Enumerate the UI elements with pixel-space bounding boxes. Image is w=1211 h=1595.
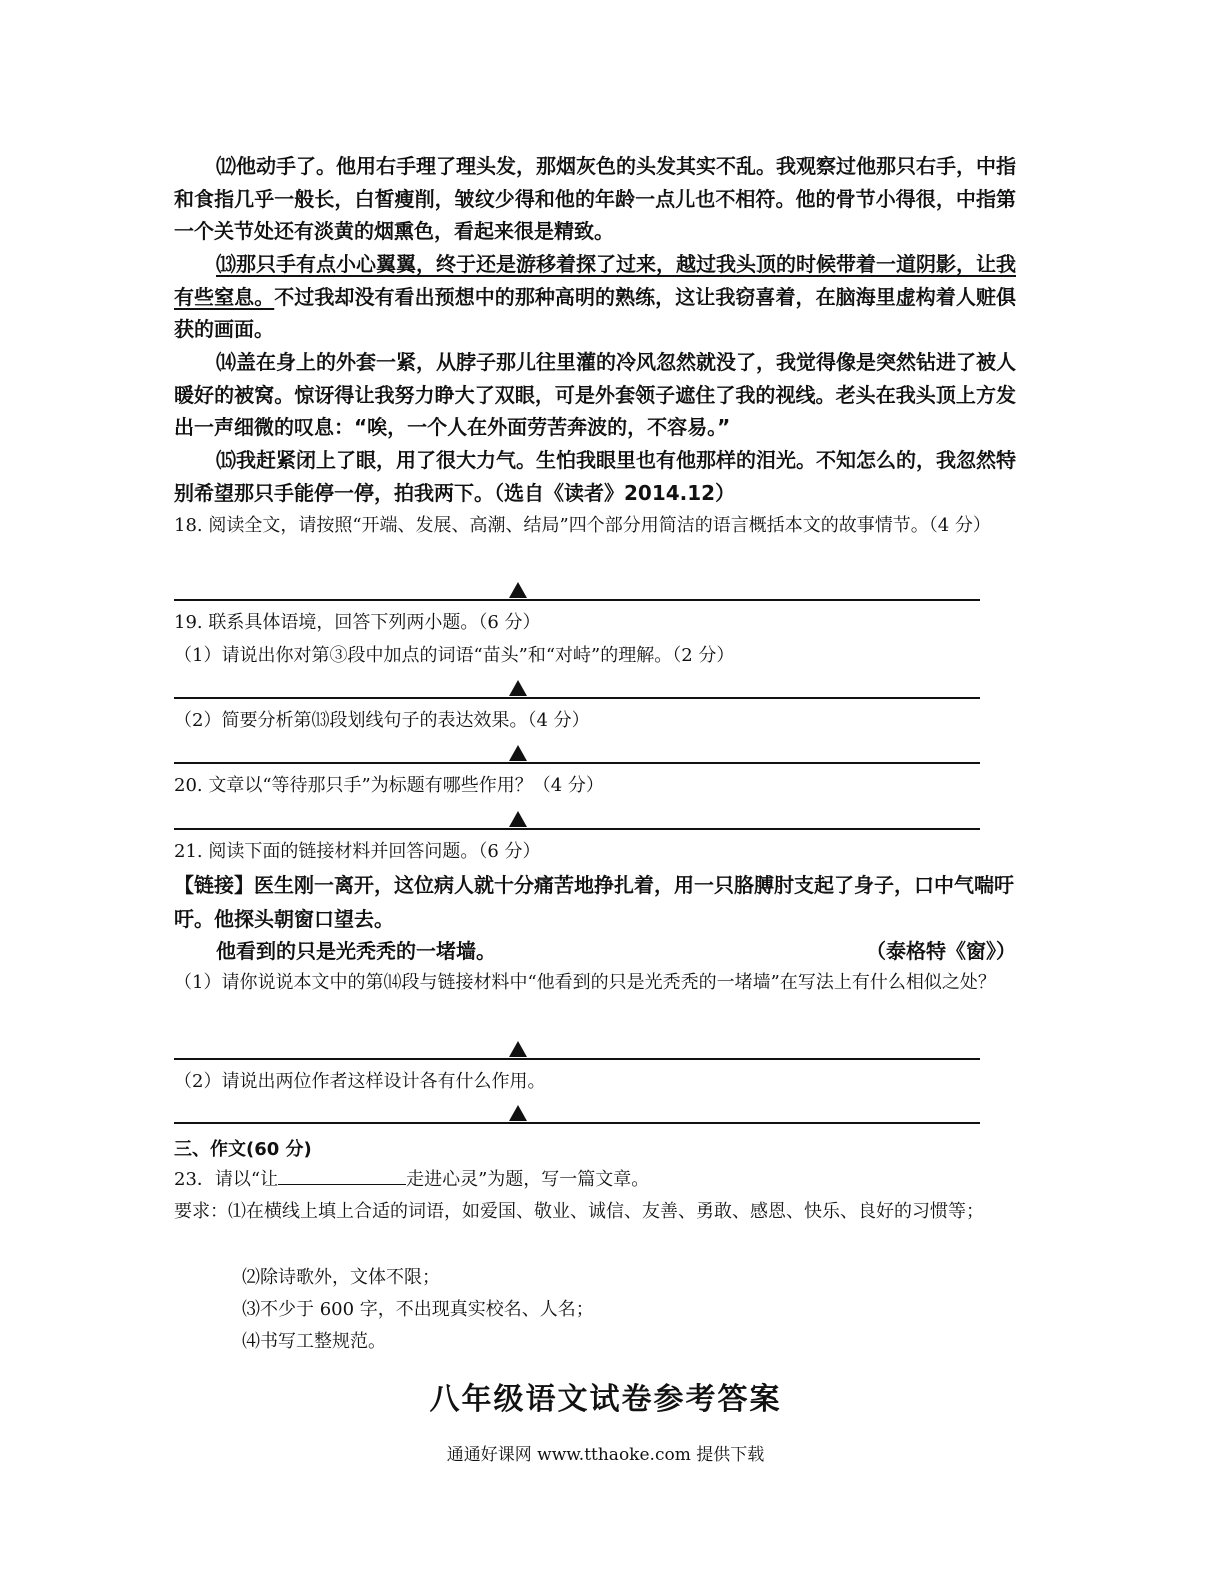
question-23-suffix: 走进心灵”为题，写一篇文章。 <box>406 1169 650 1190</box>
question-19: 19. 联系具体语境，回答下列两小题。（6 分） <box>174 612 541 633</box>
paragraph-14: ⒁盖在身上的外套一紧，从脖子那儿往里灌的冷风忽然就没了，我觉得像是突然钻进了被人暖好的被窝。惊讶得让我努力睁大了双眼，可是外套领子遮住了我的视线。老头在我头顶上方发出一声细微的叹息：“唉，一个人在外面劳苦奔波的，不容易。” <box>174 350 1016 439</box>
paragraph-13-rest: 不过我却没有看出预想中的那种高明的熟练，这让我窃喜着，在脑海里虚构着人赃俱获的画面。 <box>174 284 1017 341</box>
requirement-1: 要求：⑴在横线上填上合适的词语，如爱国、敬业、诚信、友善、勇敢、感恩、快乐、良好的习惯等； <box>174 1201 984 1222</box>
link-line2: 他看到的只是光秃秃的一堵墙。 <box>216 939 496 963</box>
fill-blank[interactable] <box>278 1166 406 1185</box>
paragraph-12: ⑿他动手了。他用右手理了理头发，那烟灰色的头发其实不乱。我观察过他那只右手，中指和食指几乎一般长，白皙瘦削，皱纹少得和他的年龄一点儿也不相符。他的骨节小得很，中指第一个关节处还有淡黄的烟熏色，看起来很是精致。 <box>174 154 1016 243</box>
requirement-4: ⑷书写工整规范。 <box>242 1331 386 1352</box>
answer-marker-triangle <box>509 680 527 696</box>
link-label: 【链接】 <box>174 873 254 897</box>
answer-marker-triangle <box>509 1041 527 1057</box>
answer-line-19-2[interactable] <box>174 762 980 764</box>
requirement-3: ⑶不少于 600 字，不出现真实校名、人名； <box>242 1299 594 1320</box>
answer-line-19-1[interactable] <box>174 697 980 699</box>
question-23 <box>174 1164 1016 1196</box>
question-21: 21. 阅读下面的链接材料并回答问题。（6 分） <box>174 841 541 862</box>
footer-watermark: 通通好课网 www.tthaoke.com 提供下载 <box>446 1445 765 1465</box>
question-19-2: （2）简要分析第⒀段划线句子的表达效果。（4 分） <box>174 710 590 731</box>
link-material <box>174 868 1016 936</box>
link-text: 医生刚一离开，这位病人就十分痛苦地挣扎着，用一只胳膊肘支起了身子，口中气喘吁吁。他探头朝窗口望去。 <box>174 873 1014 931</box>
answer-line-20[interactable] <box>174 828 980 830</box>
answer-marker-triangle <box>509 745 527 761</box>
answer-marker-triangle <box>509 811 527 827</box>
answer-line-21-1[interactable] <box>174 1058 980 1060</box>
link-source: （泰格特《窗》） <box>866 939 1016 963</box>
question-18: 18. 阅读全文，请按照“开端、发展、高潮、结局”四个部分用简洁的语言概括本文的故事情节。（4 分） <box>174 515 991 536</box>
paragraph-15: ⒂我赶紧闭上了眼，用了很大力气。生怕我眼里也有他那样的泪光。不知怎么的，我忽然特别希望那只手能停一停，拍我两下。（选自《读者》2014.12） <box>174 448 1016 505</box>
answer-line-18[interactable] <box>174 599 980 601</box>
answer-line-21-2[interactable] <box>174 1122 980 1124</box>
question-21-2: （2）请说出两位作者这样设计各有什么作用。 <box>174 1071 546 1092</box>
underlined-sentence: ⒀那只手有点小心翼翼，终于还是游移着探了过来，越过我头顶的时候带着一道阴影，让我有些窒息。 <box>174 252 1016 309</box>
composition-heading: 三、作文(60 分) <box>174 1139 312 1160</box>
answer-marker-triangle <box>509 1105 527 1121</box>
requirement-2: ⑵除诗歌外，文体不限； <box>242 1267 440 1288</box>
question-23-prefix: 23．请以“让 <box>174 1169 279 1190</box>
answer-marker-triangle <box>509 582 527 598</box>
link-material-line2 <box>174 934 1016 968</box>
question-21-1: （1）请你说说本文中的第⒁段与链接材料中“他看到的只是光秃秃的一堵墙”在写法上有什么相似之处？ <box>174 972 996 993</box>
question-20: 20. 文章以“等待那只手”为标题有哪些作用？（4 分） <box>174 775 604 796</box>
question-19-1: （1）请说出你对第③段中加点的词语“苗头”和“对峙”的理解。（2 分） <box>174 645 735 666</box>
answer-title: 八年级语文试卷参考答案 <box>429 1382 782 1417</box>
paragraph-13 <box>174 248 1016 346</box>
